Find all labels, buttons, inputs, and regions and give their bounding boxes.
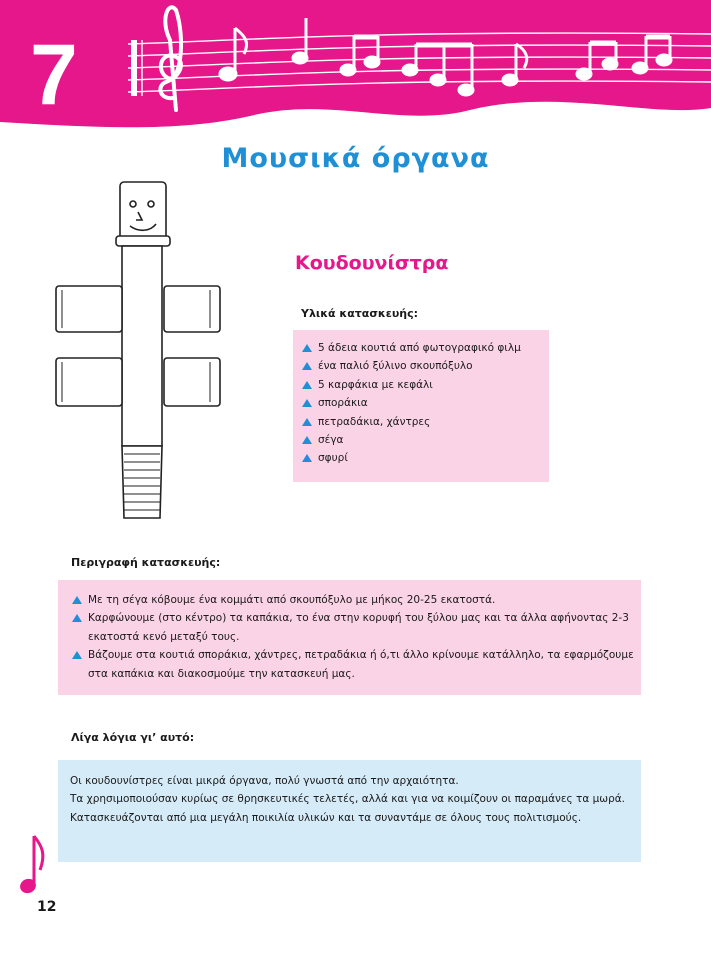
material-item (302, 431, 549, 449)
description-step (72, 646, 641, 683)
materials-heading: Υλικά κατασκευής: (301, 307, 419, 320)
description-step (72, 609, 641, 646)
bullet-triangle-icon (302, 418, 312, 426)
description-heading: Περιγραφή κατασκευής: (71, 556, 221, 569)
about-paragraph: Τα χρησιμοποιούσαν κυρίως σε θρησκευτικές τελετές, αλλά και για να κοιμίζουν οι παραμάνες τα μωρά. (70, 793, 626, 806)
material-item (302, 413, 549, 431)
material-item-text: σέγα (318, 434, 344, 447)
description-step-text: Καρφώνουμε (στο κέντρο) τα καπάκια, το ένα στην κορυφή του ξύλου μας και τα άλλα αφήνοντας 2-3 εκατοστά κενό μεταξύ τους. (88, 612, 629, 643)
bullet-triangle-icon (72, 651, 82, 659)
header-banner (0, 0, 711, 150)
bullet-triangle-icon (302, 344, 312, 352)
material-item-text: 5 άδεια κουτιά από φωτογραφικό φιλμ (318, 342, 521, 354)
description-steps (72, 591, 641, 683)
material-item (302, 394, 549, 412)
about-heading: Λίγα λόγια γι’ αυτό: (71, 731, 195, 744)
instrument-name: Κουδουνίστρα (295, 252, 449, 274)
bullet-triangle-icon (72, 596, 82, 604)
material-item-text: σφυρί (318, 452, 348, 465)
about-box (58, 760, 641, 862)
rattle-illustration (50, 178, 230, 523)
bullet-triangle-icon (302, 399, 312, 407)
bullet-triangle-icon (302, 362, 312, 370)
material-item-text: 5 καρφάκια με κεφάλι (318, 378, 433, 391)
chapter-number: 7 (30, 27, 76, 123)
bullet-triangle-icon (302, 436, 312, 444)
bullet-triangle-icon (302, 381, 312, 389)
description-step (72, 591, 641, 609)
about-paragraph: Κατασκευάζονται από μια μεγάλη ποικιλία υλικών και τα συναντάμε σε όλους τους πολιτισμούς. (70, 811, 582, 824)
bullet-triangle-icon (302, 454, 312, 462)
material-item (302, 339, 549, 357)
material-item-text: ένα παλιό ξύλινο σκουπόξυλο (318, 360, 473, 373)
materials-list (302, 339, 549, 468)
description-box (58, 580, 641, 695)
material-item-text: πετραδάκια, χάντρες (318, 415, 431, 428)
material-item-text: σποράκια (318, 397, 368, 410)
eighth-note-icon (18, 832, 48, 896)
materials-box (293, 330, 549, 482)
about-paragraph: Οι κουδουνίστρες είναι μικρά όργανα, πολύ γνωστά από την αρχαιότητα. (70, 775, 459, 787)
bullet-triangle-icon (72, 614, 82, 622)
material-item (302, 449, 549, 467)
description-step-text: Βάζουμε στα κουτιά σποράκια, χάντρες, πετραδάκια ή ό,τι άλλο κρίνουμε κατάλληλο, τα εφαρμόζουμε στα καπάκια και διακοσμούμε την κατασκευή μας. (88, 649, 634, 680)
page-number: 12 (37, 899, 57, 915)
page-title: Μουσικά όργανα (221, 143, 490, 174)
description-step-text: Με τη σέγα κόβουμε ένα κομμάτι από σκουπόξυλο με μήκος 20-25 εκατοστά. (88, 594, 496, 606)
material-item (302, 357, 549, 375)
material-item (302, 376, 549, 394)
